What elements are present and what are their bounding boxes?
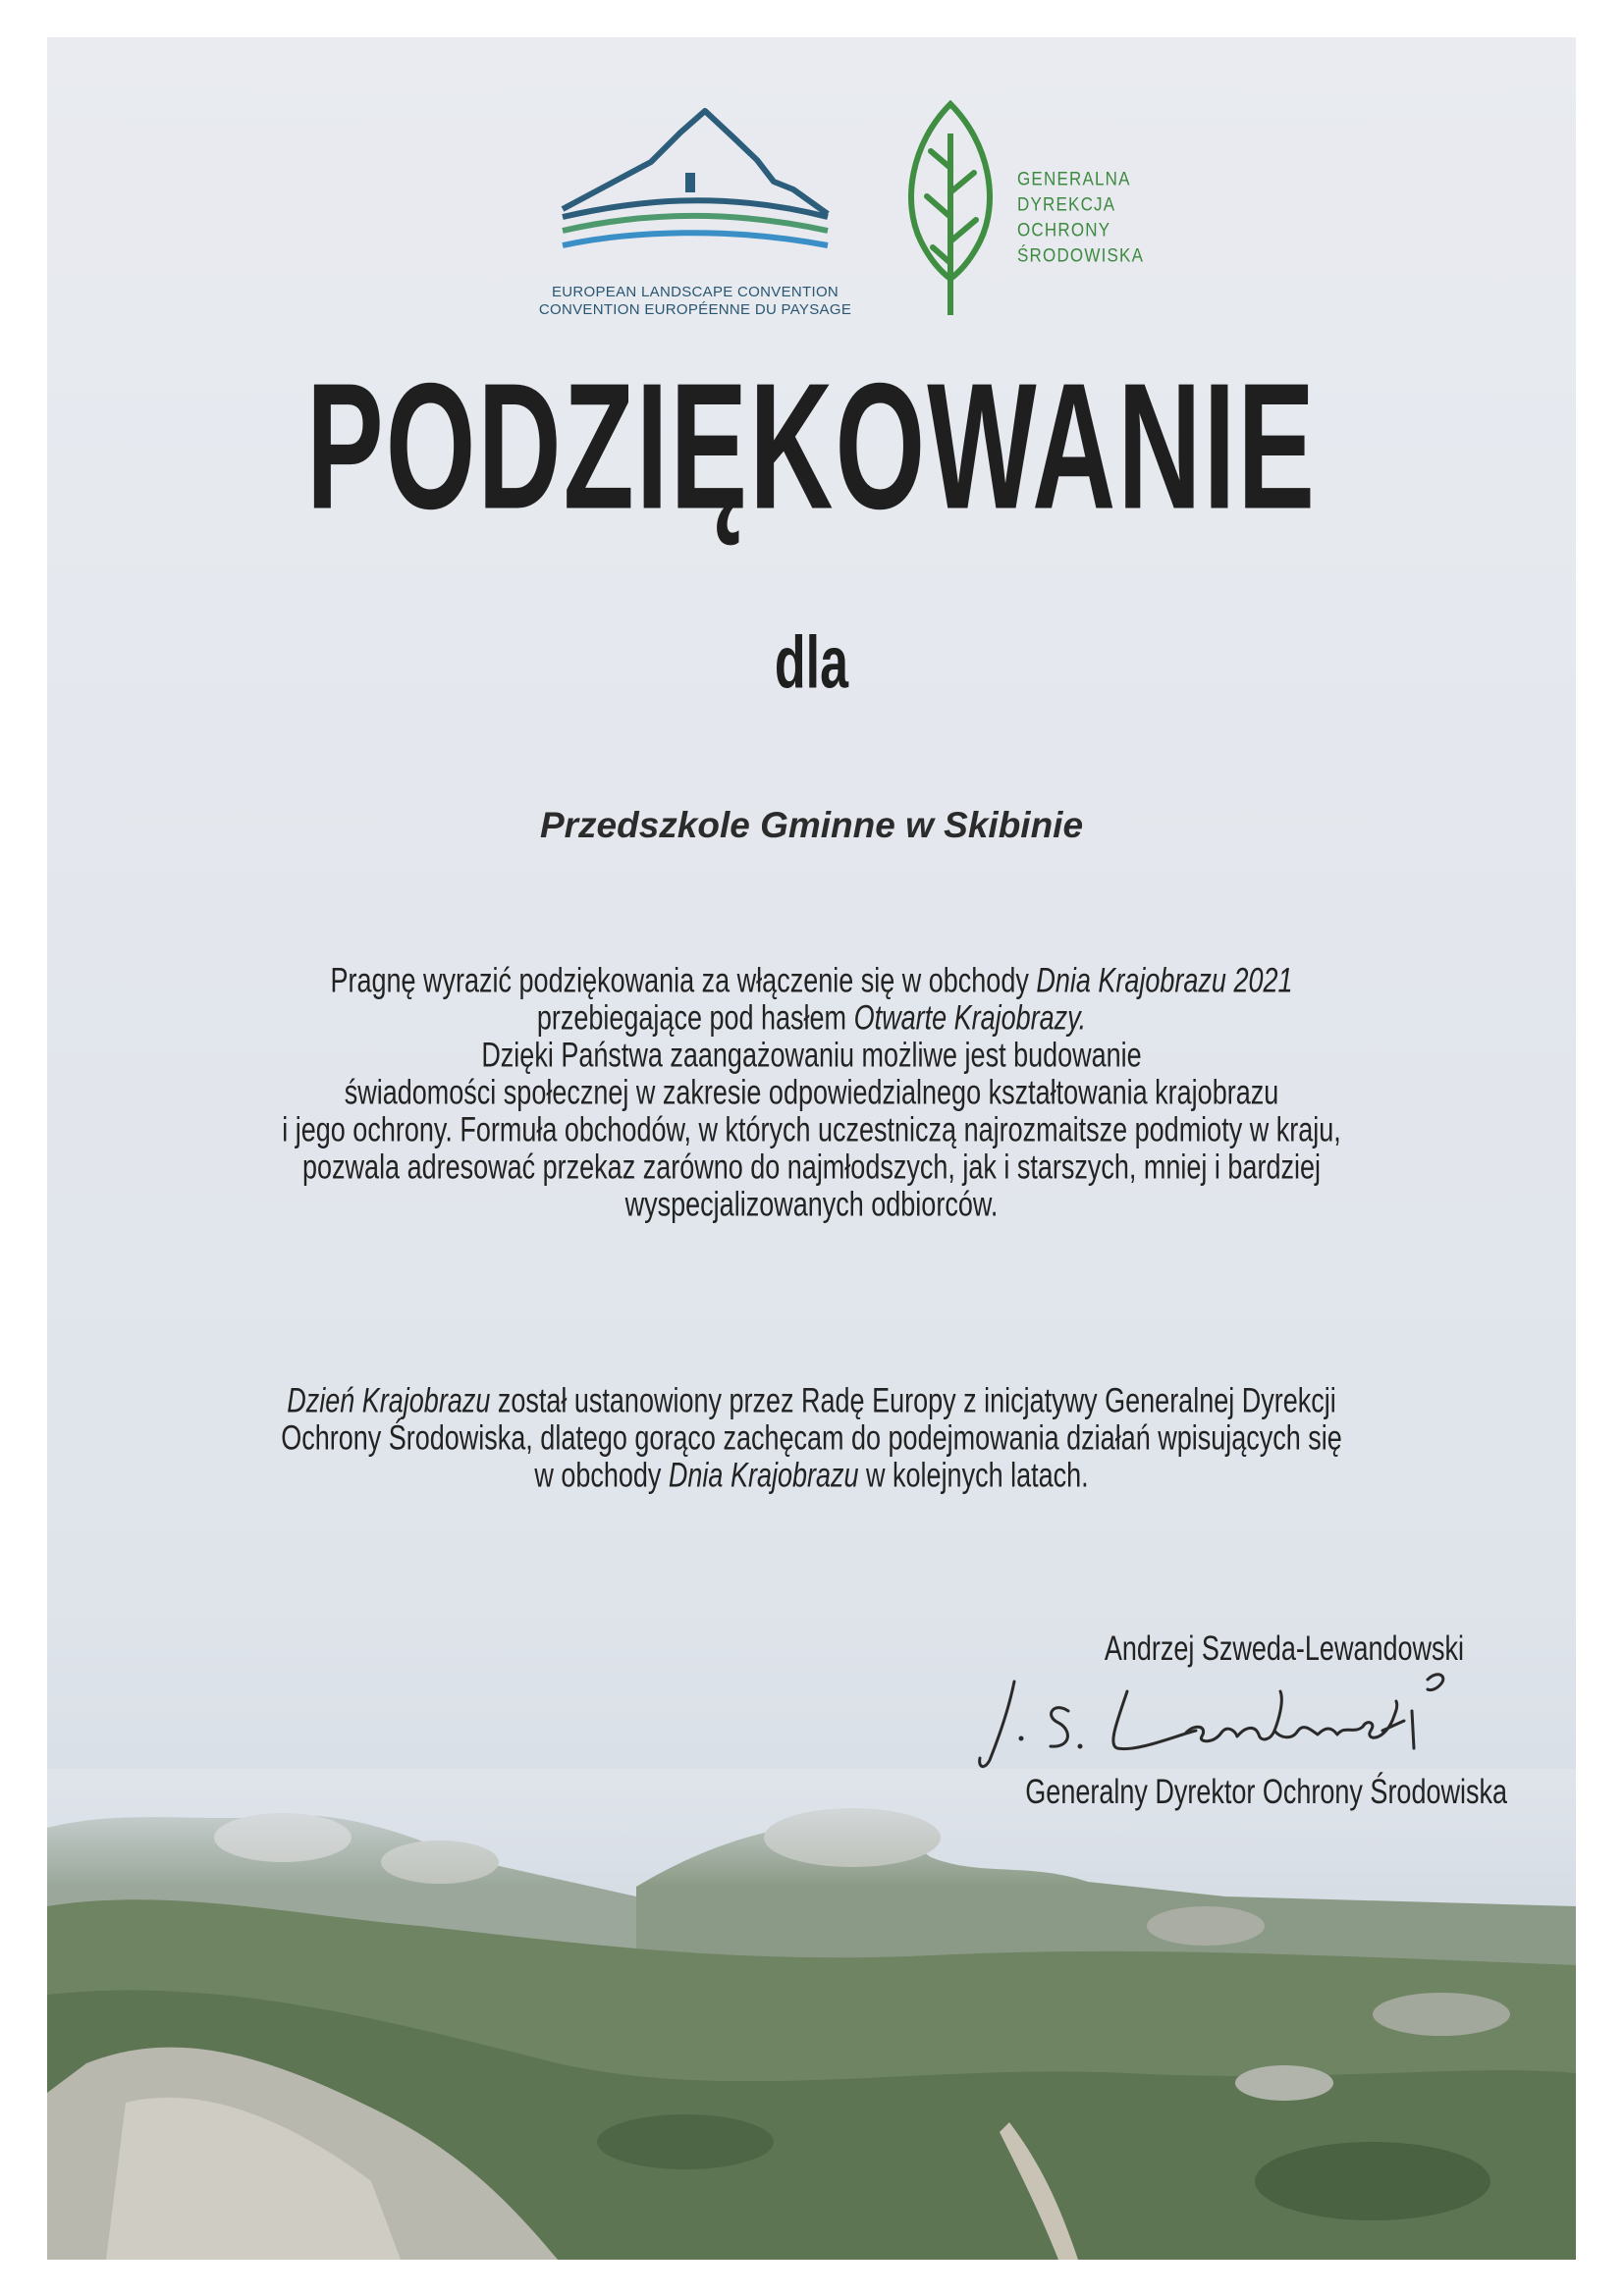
paragraph-landscape-day — [145, 1382, 1478, 1494]
text-span: Pragnę wyrazić podziękowania za włączenie się w obchody — [330, 961, 1037, 1000]
paragraph-line: świadomości społecznej w zakresie odpowiedzialnego kształtowania krajobrazu — [344, 1073, 1279, 1112]
paragraph-line: pozwala adresować przekaz zarówno do najmłodszych, jak i starszych, mniej i bardziej — [302, 1148, 1321, 1187]
paragraph-thanks — [145, 962, 1478, 1223]
gdos-text-line-4: ŚRODOWISKA — [1017, 244, 1145, 266]
signer-role: Generalny Dyrektor Ochrony Środowiska — [1025, 1773, 1507, 1811]
elc-text-line-2: CONVENTION EUROPÉENNE DU PAYSAGE — [538, 301, 852, 318]
paragraph-line: Dzięki Państwa zaangażowaniu możliwe jest budowanie — [481, 1036, 1142, 1075]
paragraph-line: i jego ochrony. Formuła obchodów, w których uczestniczą najrozmaitsze podmioty w kraju, — [282, 1110, 1341, 1149]
elc-text-line-1: EUROPEAN LANDSCAPE CONVENTION — [551, 284, 839, 300]
paragraph-line: Ochrony Środowiska, dlatego gorąco zachęcam do podejmowania działań wpisujących się — [281, 1418, 1342, 1458]
italic-span: Dzień Krajobrazu — [287, 1381, 491, 1420]
gdos-text-line-2: DYREKCJA — [1017, 193, 1116, 215]
text-span: w kolejnych latach. — [858, 1456, 1089, 1495]
text-span: został ustanowiony przez Radę Europy z inicjatywy Generalnej Dyrekcji — [490, 1381, 1336, 1420]
recipient-name: Przedszkole Gminne w Skibinie — [539, 805, 1084, 845]
certificate-sheet — [47, 37, 1576, 2260]
italic-span: Otwarte Krajobrazy. — [853, 998, 1087, 1038]
gdos-logo — [892, 94, 1186, 320]
certificate-title: PODZIĘKOWANIE — [305, 347, 1318, 548]
italic-span: Dnia Krajobrazu 2021 — [1036, 961, 1293, 1000]
mountain-waves-icon — [533, 91, 857, 278]
text-span: przebiegające pod hasłem — [536, 998, 854, 1038]
dla-label: dla — [774, 621, 849, 705]
european-landscape-convention-logo — [533, 91, 857, 337]
gdos-text-line-3: OCHRONY — [1017, 219, 1111, 240]
paragraph-line — [145, 1451, 1478, 1499]
paragraph-line: wyspecjalizowanych odbiorców. — [624, 1185, 999, 1224]
landscape-photo — [47, 1769, 1576, 2260]
leaf-icon — [892, 94, 1009, 320]
signer-name: Andrzej Szweda-Lewandowski — [1104, 1629, 1464, 1668]
gdos-text-line-1: GENERALNA — [1017, 168, 1131, 189]
italic-span: Dnia Krajobrazu — [668, 1456, 859, 1495]
handwritten-signature — [960, 1662, 1471, 1780]
text-span: w obchody — [534, 1456, 669, 1495]
